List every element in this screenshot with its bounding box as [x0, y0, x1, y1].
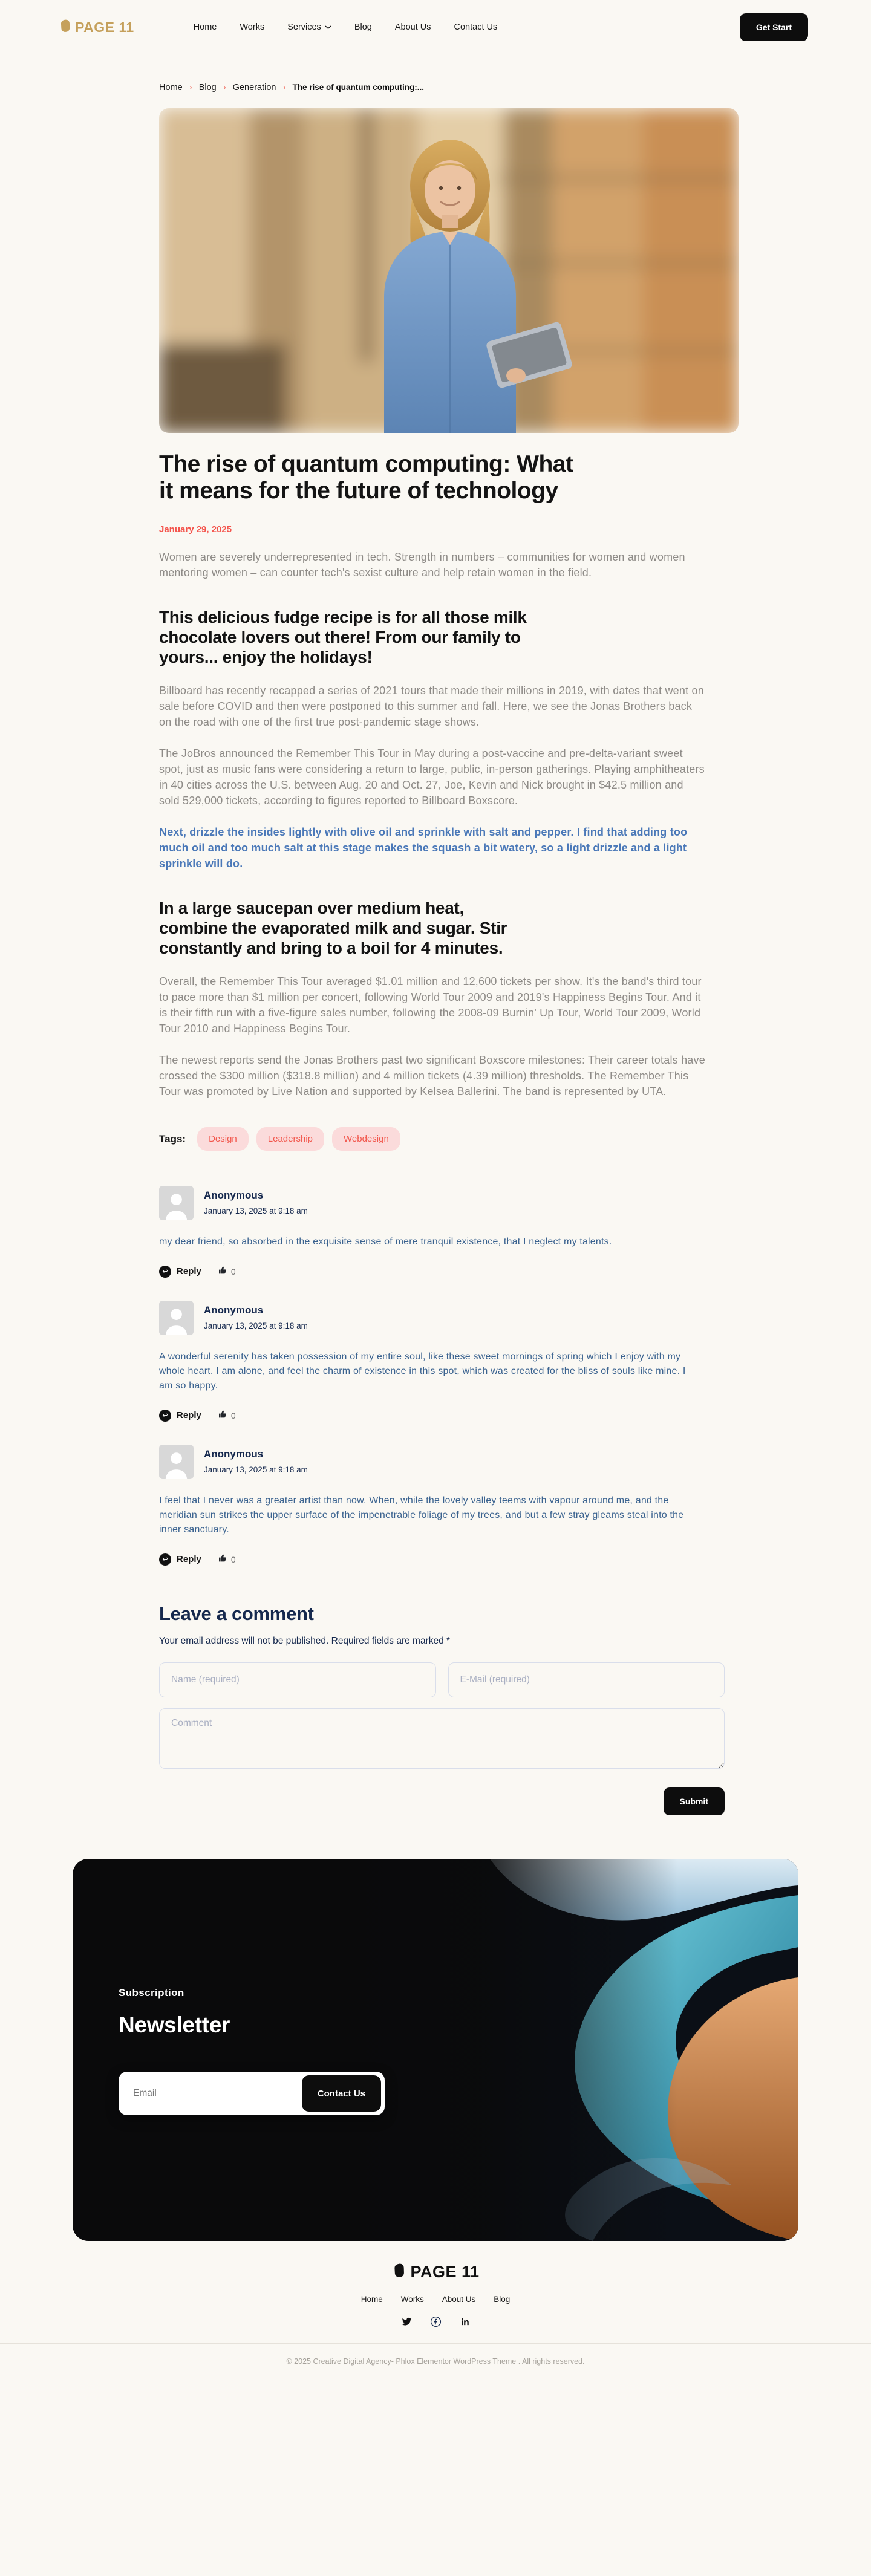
thumb-up-icon — [218, 1265, 227, 1278]
footer-logo[interactable] — [391, 2263, 479, 2282]
avatar — [159, 1301, 194, 1335]
newsletter-eyebrow: Subscription — [119, 1987, 184, 1999]
logo-text: PAGE 11 — [75, 19, 134, 35]
post-date: January 29, 2025 — [159, 524, 232, 535]
article-heading-1: This delicious fudge recipe is for all those milk chocolate lovers out there! From our family to yours... enjoy the holidays! — [159, 608, 527, 667]
tag-design[interactable]: Design — [197, 1127, 249, 1151]
comment-date: January 13, 2025 at 9:18 am — [204, 1206, 308, 1216]
site-footer — [0, 2263, 871, 2392]
article-paragraph: Overall, the Remember This Tour averaged $1.01 million and 12,600 tickets per show. It's the band's third tour to pace more than $1 million per concert, following World Tour 2009 and 2019's Happiness Begins Tour. And it is their fifth run with a five-figure sales number, following the 2008-09 Burnin' Up Tour, World Tour 2009, World Tour 2010 and Happiness Begins Tour. — [159, 975, 702, 1035]
comment-author: Anonymous — [204, 1304, 264, 1316]
comment-item — [159, 1301, 739, 1422]
article-heading-2: In a large saucepan over medium heat, combine the evaporated milk and sugar. Stir constantly and bring to a boil for 4 minutes. — [159, 899, 507, 958]
comment-text: A wonderful serenity has taken possession of my entire soul, like these sweet mornings of spring which I enjoy with my whole heart. I am alone, and feel the charm of existence in this spot, which was created for the bliss of souls like mine. I am so happy. — [159, 1351, 686, 1391]
article-highlight-paragraph: Next, drizzle the insides lightly with olive oil and sprinkle with salt and pepper. I find that adding too much oil and too much salt at this stage makes the squash a bit watery, so a light drizzle and a light sprinkle will do. — [159, 826, 688, 870]
like-count: 0 — [230, 1410, 236, 1420]
footer-nav-home[interactable]: Home — [360, 2295, 383, 2304]
newsletter-card — [73, 1859, 798, 2241]
form-note: Your email address will not be published. Required fields are marked * — [159, 1636, 451, 1647]
tags-label: Tags: — [159, 1133, 186, 1145]
get-start-button[interactable]: Get Start — [740, 13, 808, 41]
facebook-icon[interactable] — [430, 2316, 442, 2327]
newsletter-abstract-art — [339, 1859, 798, 2241]
article-paragraph: Billboard has recently recapped a series of 2021 tours that made their millions in 2019, with dates that went on sale before COVID and then were postponed to this summer and fall. Here, we see the Jonas Brothers back on the road with one of the first true post-pandemic stage shows. — [159, 685, 704, 729]
thumb-up-icon — [218, 1553, 227, 1566]
nav-about[interactable]: About Us — [394, 22, 431, 32]
article-paragraph: The newest reports send the Jonas Brothers past two significant Boxscore milestones: Their career totals have crossed the $300 million ($318.8 million) and 4 million tickets (4.39 million) thresholds. The Remember This Tour was promoted by Live Nation and supported by Kelsea Ballerini. The band is represented by UTA. — [159, 1054, 705, 1098]
tag-leadership[interactable]: Leadership — [256, 1127, 324, 1151]
tag-webdesign[interactable]: Webdesign — [332, 1127, 400, 1151]
comment-text: my dear friend, so absorbed in the exquisite sense of mere tranquil existence, that I neglect my talents. — [159, 1237, 612, 1247]
breadcrumb-home[interactable]: Home — [159, 82, 183, 93]
page-title: The rise of quantum computing: What it means for the future of technology — [159, 451, 573, 504]
name-field[interactable] — [159, 1662, 436, 1697]
footer-logo-text: PAGE 11 — [410, 2263, 480, 2282]
comment-date: January 13, 2025 at 9:18 am — [204, 1465, 308, 1475]
breadcrumb-generation[interactable]: Generation — [232, 82, 276, 93]
leave-comment-title: Leave a comment — [159, 1603, 314, 1625]
footer-nav-blog[interactable]: Blog — [494, 2295, 511, 2304]
breadcrumb-separator: › — [282, 82, 286, 93]
avatar — [159, 1186, 194, 1220]
logo-blob-icon — [391, 2263, 406, 2282]
footer-nav-works[interactable]: Works — [400, 2295, 424, 2304]
breadcrumb — [159, 82, 871, 93]
twitter-icon[interactable] — [402, 2317, 412, 2327]
comments-section — [159, 1186, 739, 1566]
reply-icon[interactable]: ↩ — [159, 1266, 171, 1278]
nav-home[interactable]: Home — [193, 22, 217, 32]
article — [159, 108, 739, 1815]
comment-item — [159, 1186, 739, 1278]
breadcrumb-separator: › — [189, 82, 192, 93]
comment-text: I feel that I never was a greater artist than now. When, while the lovely valley teems with vapour around me, and the meridian sun strikes the upper surface of the impenetrable foliage of my trees, and but a few stray gleams steal into the inner sanctuary. — [159, 1495, 684, 1535]
comment-item — [159, 1445, 739, 1566]
copyright-text: © 2025 Creative Digital Agency- Phlox Elementor WordPress Theme . All rights reserved. — [286, 2357, 585, 2366]
footer-divider — [0, 2343, 871, 2344]
avatar — [159, 1445, 194, 1479]
newsletter-form — [119, 2072, 385, 2115]
article-intro: Women are severely underrepresented in tech. Strength in numbers – communities for women and women mentoring women – can counter tech's sexist culture and help retain women in the field. — [159, 551, 685, 579]
site-header — [0, 0, 871, 54]
newsletter-email-input[interactable] — [122, 2088, 302, 2099]
footer-nav — [0, 2295, 871, 2304]
comment-field[interactable] — [159, 1708, 725, 1769]
social-links — [0, 2316, 871, 2327]
breadcrumb-blog[interactable]: Blog — [198, 82, 217, 93]
newsletter-contact-button[interactable]: Contact Us — [302, 2075, 381, 2112]
comment-form-section — [159, 1603, 739, 1815]
nav-contact[interactable]: Contact Us — [454, 22, 498, 32]
main-nav — [194, 22, 498, 32]
linkedin-icon[interactable] — [460, 2317, 470, 2327]
hero-image — [159, 108, 739, 433]
email-field[interactable] — [448, 1662, 725, 1697]
comment-date: January 13, 2025 at 9:18 am — [204, 1321, 308, 1331]
nav-blog[interactable]: Blog — [354, 22, 372, 32]
like-count: 0 — [230, 1554, 236, 1564]
comment-author: Anonymous — [204, 1189, 264, 1202]
logo-blob-icon — [58, 19, 71, 36]
like-button[interactable] — [218, 1553, 236, 1566]
site-logo[interactable] — [58, 19, 134, 36]
submit-button[interactable]: Submit — [664, 1787, 725, 1815]
article-paragraph: The JoBros announced the Remember This Tour in May during a post-vaccine and pre-delta-variant sweet spot, just as music fans were considering a return to large, public, in-person gatherings. Playing amphitheaters in 40 cities across the U.S. between Aug. 20 and Oct. 27, Joe, Kevin and Nick brought in $42.5 million and sold 529,000 tickets, according to figures reported to Billboard Boxscore. — [159, 747, 705, 807]
reply-button[interactable]: Reply — [177, 1554, 201, 1565]
breadcrumb-current: The rise of quantum computing:... — [292, 83, 424, 92]
footer-nav-about[interactable]: About Us — [442, 2295, 476, 2304]
nav-services[interactable]: Services — [287, 22, 331, 32]
reply-button[interactable]: Reply — [177, 1410, 201, 1421]
like-button[interactable] — [218, 1409, 236, 1422]
reply-icon[interactable]: ↩ — [159, 1553, 171, 1566]
reply-icon[interactable]: ↩ — [159, 1410, 171, 1422]
comment-author: Anonymous — [204, 1448, 264, 1460]
like-button[interactable] — [218, 1265, 236, 1278]
thumb-up-icon — [218, 1409, 227, 1422]
reply-button[interactable]: Reply — [177, 1266, 201, 1277]
nav-works[interactable]: Works — [240, 22, 265, 32]
like-count: 0 — [230, 1266, 236, 1277]
chevron-down-icon — [325, 22, 331, 32]
breadcrumb-separator: › — [223, 82, 226, 93]
tags-row — [159, 1127, 739, 1151]
newsletter-title: Newsletter — [119, 2012, 230, 2038]
